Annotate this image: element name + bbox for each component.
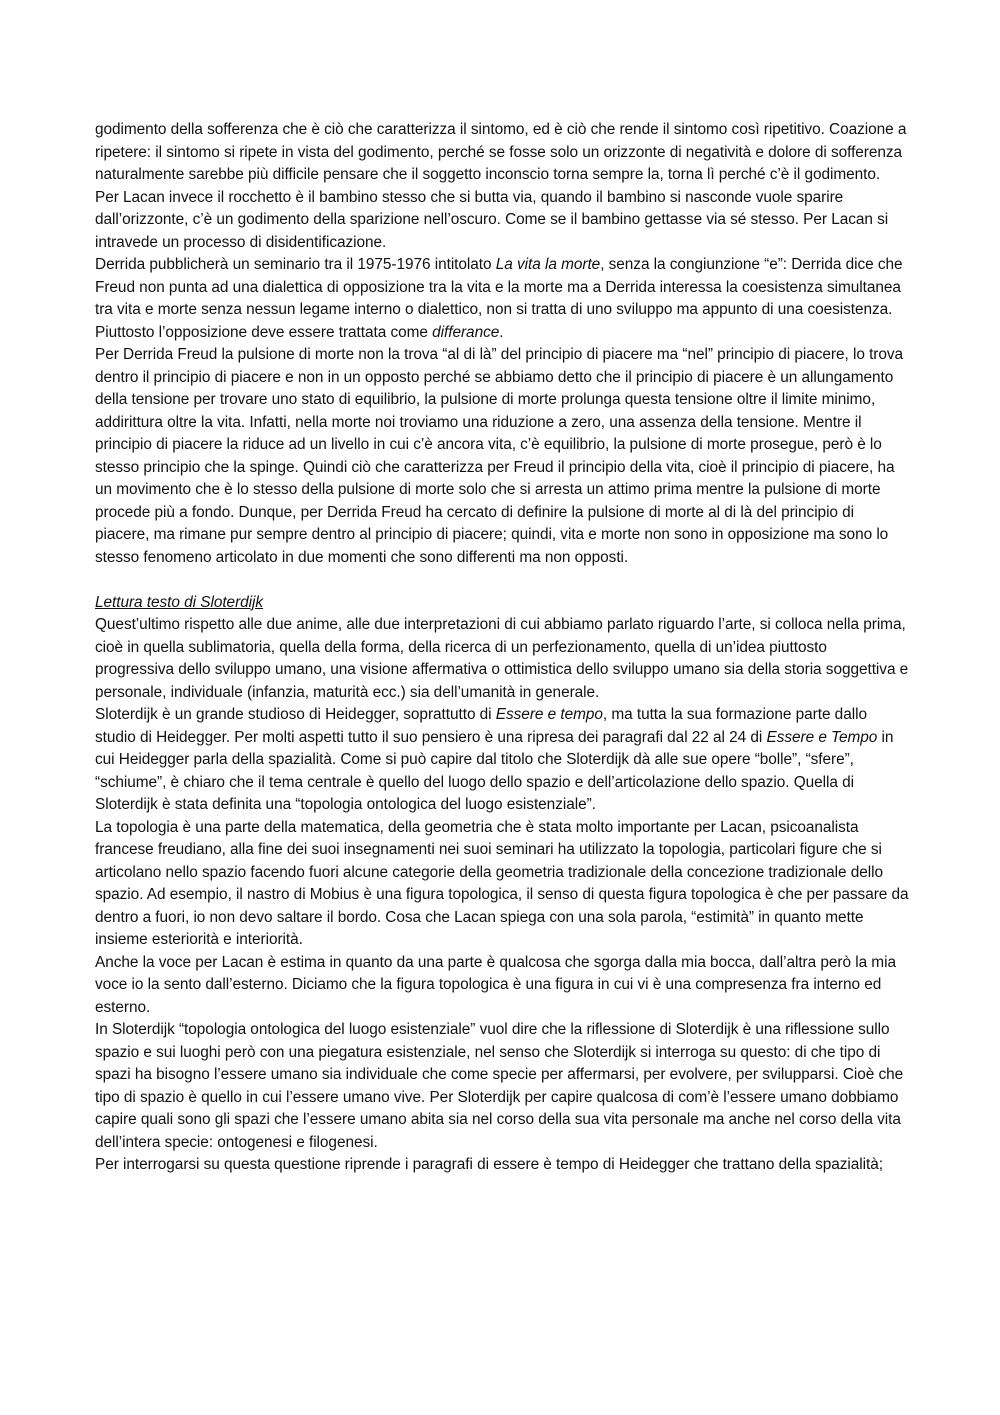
paragraph-sloterdijk-anime [95,614,910,704]
paragraph-spacer [95,569,910,592]
text-run: Per interrogarsi su questa questione riprende i paragrafi di essere è tempo di Heidegger che trattano della spazialità; [95,1156,883,1173]
paragraph-sloterdijk-heidegger [95,704,910,817]
text-run: , senza la congiunzione “e”: Derrida dice che Freud non punta ad una dialettica di opposizione tra la vita e la morte ma a Derrida interessa la coesistenza simultanea tra vita e morte senza nessun legame interno o dialettico, non si tratta di uno sviluppo ma appunto di una coesistenza. Piuttosto l’opposizione deve essere trattata come [95,256,903,341]
text-run: Derrida pubblicherà un seminario tra il 1975-1976 intitolato [95,256,496,273]
text-run: Per Derrida Freud la pulsione di morte non la trova “al di là” del principio di piacere ma “nel” principio di piacere, lo trova dentro il principio di piacere e non in un opposto perché se abbiamo detto che il principio di piacere è un allungamento della tensione per trovare uno stato di equilibrio, la pulsione di morte prolunga questa tensione oltre il limite minimo, addirittura oltre la vita. Infatti, nella morte noi troviamo una riduzione a zero, una assenza della tensione. Mentre il principio di piacere la riduce ad un livello in cui c’è ancora vita, c’è equilibrio, la pulsione di morte prosegue, però è lo stesso principio che la spinge. Quindi ciò che caratterizza per Freud il principio della vita, cioè il principio di piacere, ha un movimento che è lo stesso della pulsione di morte solo che si arresta un attimo prima mentre la pulsione di morte procede più a fondo. Dunque, per Derrida Freud ha cercato di definire la pulsione di morte al di là del principio di piacere, ma rimane pur sempre dentro al principio di piacere; quindi, vita e morte non sono in opposizione ma sono lo stesso fenomeno articolato in due momenti che sono differenti ma non opposti. [95,346,904,566]
italic-title-essere-e-tempo-2: Essere e Tempo [766,728,878,746]
paragraph-derrida-pulsione [95,344,910,569]
text-run: . [499,323,504,341]
text-run: in cui Heidegger parla della spazialità. Come si può capire dal titolo che Sloterdijk dà alle sue opere “bolle”, “sfere”, “schiume”, è chiaro che il tema centrale è quello del luogo dello spazio e dell’articolazione dello spazio. Quella di Sloterdijk è stata definita una “topologia ontologica del luogo esistenziale”. [95,728,894,813]
text-run: , ma tutta la sua formazione parte dallo studio di Heidegger. Per molti aspetti tutto il suo pensiero è una ripresa dei paragrafi dal 22 al 24 di [95,706,867,746]
paragraph-lacan-rocchetto [95,187,910,255]
paragraph-sintomo [95,119,910,187]
italic-title-la-vita-la-morte: La vita la morte [495,256,601,273]
section-heading: Lettura testo di Sloterdijk [95,593,264,611]
document-page [95,119,910,1177]
paragraph-spazialita [95,1154,910,1177]
text-run: In Sloterdijk “topologia ontologica del luogo esistenziale” vuol dire che la riflessione di Sloterdijk è una riflessione sullo spazio e sui luoghi però con una piegatura esistenziale, nel senso che Sloterdijk si interroga su questo: di che tipo di spazi ha bisogno l’essere umano sia individuale che come specie per affermarsi, per evolvere, per svilupparsi. Cioè che tipo di spazio è quello in cui l’essere umano vive. Per Sloterdijk per capire qualcosa di com’è l’essere umano dobbiamo capire quali sono gli spazi che l’essere umano abita sia nel corso della sua vita personale ma anche nel corso della vita dell’intera specie: ontogenesi e filogenesi. [95,1021,904,1151]
italic-term-differance: differance [432,323,500,341]
text-run: Per Lacan invece il rocchetto è il bambino stesso che si butta via, quando il bambino si nasconde vuole sparire dall’orizzonte, c’è un godimento della sparizione nell’oscuro. Come se il bambino gettasse via sé stesso. Per Lacan si intravede un processo di disidentificazione. [95,188,889,251]
text-run: Sloterdijk è un grande studioso di Heidegger, soprattutto di [95,706,496,723]
paragraph-derrida-seminario [95,254,910,344]
paragraph-topologia-ontologica [95,1019,910,1154]
paragraph-topologia [95,817,910,952]
italic-title-essere-e-tempo: Essere e tempo [495,706,603,723]
text-run: Anche la voce per Lacan è estima in quanto da una parte è qualcosa che sgorga dalla mia bocca, dall’altra però la mia voce io la sento dall’esterno. Diciamo che la figura topologica è una figura in cui vi è una compresenza fra interno ed esterno. [95,953,896,1016]
text-run: godimento della sofferenza che è ciò che caratterizza il sintomo, ed è ciò che rende il sintomo così ripetitivo. Coazione a ripetere: il sintomo si ripete in vista del godimento, perché se fosse solo un orizzonte di negatività e dolore di sofferenza naturalmente sarebbe più difficile pensare che il soggetto inconscio torna sempre la, torna lì perché c’è il godimento. [95,121,907,183]
text-run: La topologia è una parte della matematica, della geometria che è stata molto importante per Lacan, psicoanalista francese freudiano, alla fine dei suoi insegnamenti nei suoi seminari ha utilizzato la topologia, particolari figure che si articolano nello spazio facendo fuori alcune categorie della geometria tradizionale della concezione tradizionale dello spazio. Ad esempio, il nastro di Mobius è una figura topologica, il senso di questa figura topologica è che per passare da dentro a fuori, io non devo saltare il bordo. Cosa che Lacan spiega con una sola parola, “estimità” in quanto mette insieme esteriorità e interiorità. [95,818,909,948]
paragraph-voce-lacan [95,952,910,1020]
text-run: Quest’ultimo rispetto alle due anime, alle due interpretazioni di cui abbiamo parlato riguardo l’arte, si colloca nella prima, cioè in quella sublimatoria, quella della forma, della ricerca di un perfezionamento, quella di un’idea piuttosto progressiva dello sviluppo umano, una visione affermativa o ottimistica dello sviluppo umano sia della storia soggettiva e personale, individuale (infanzia, maturità ecc.) sia dell’umanità in generale. [95,616,909,701]
